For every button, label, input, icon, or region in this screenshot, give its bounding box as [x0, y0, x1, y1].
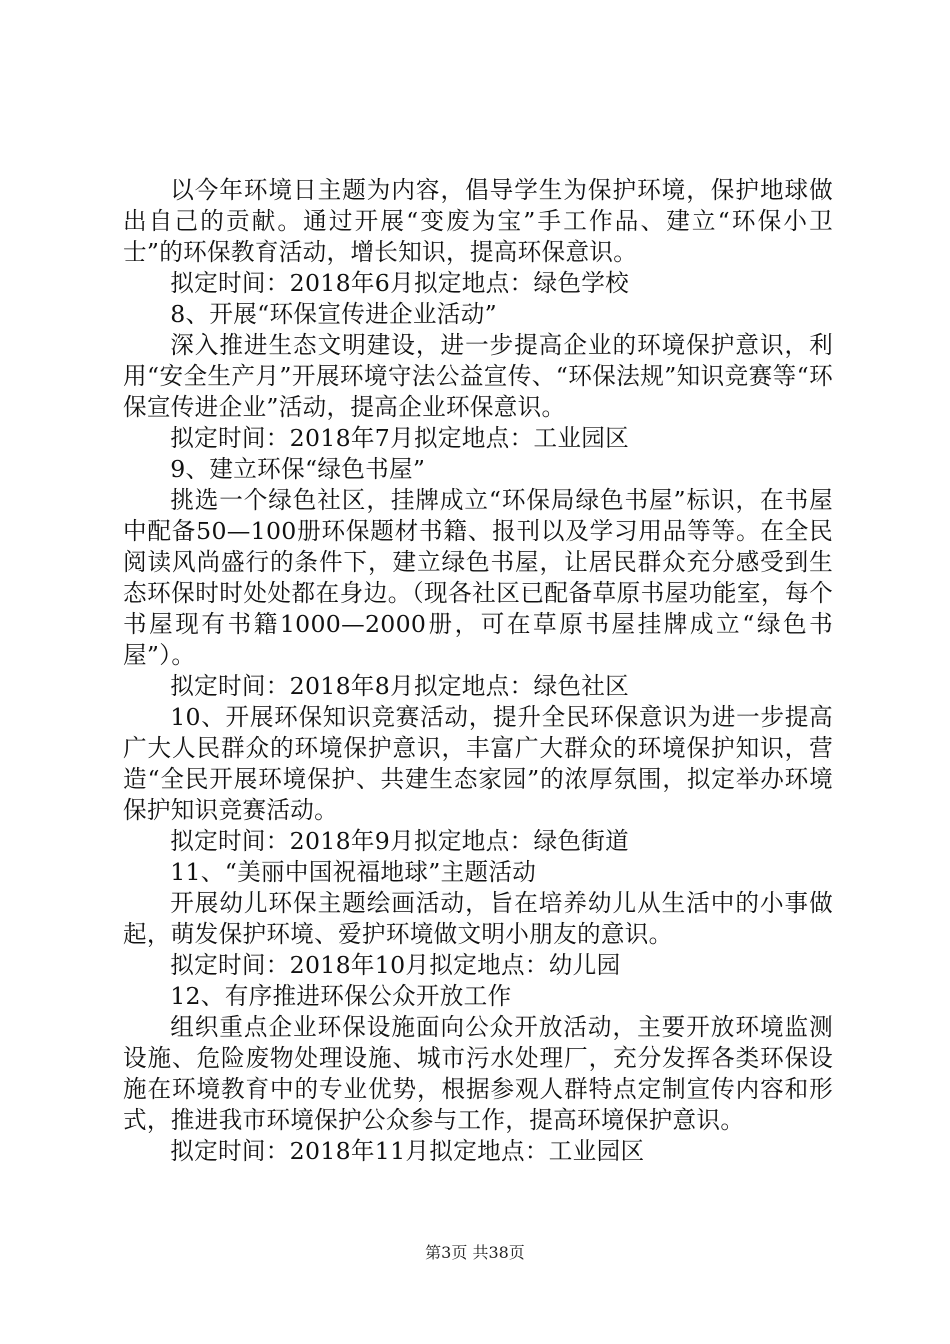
paragraph: 拟定时间：2018年7月拟定地点：工业园区 — [170, 424, 630, 452]
paragraph: 拟定时间：2018年11月拟定地点：工业园区 — [170, 1137, 645, 1165]
paragraph: 挑选一个绿色社区，挂牌成立“环保局绿色书屋”标识，在书屋中配备50—100册环保题材书籍、报刊以及学习用品等等。在全民阅读风尚盛行的条件下，建立绿色书屋，让居民群众充分感受到生态环保时时处处都在身边。（现各社区已配备草原书屋功能室，每个书屋现有书籍1000—2000册，可在草原书屋挂牌成立“绿色书屋”）。 — [123, 486, 833, 669]
paragraph: 10、开展环保知识竞赛活动，提升全民环保意识为进一步提高广大人民群众的环境保护意识，丰富广大群众的环境保护知识，营造“全民开展环境保护、共建生态家园”的浓厚氛围，拟定举办环境保护知识竞赛活动。 — [123, 703, 833, 824]
paragraph: 以今年环境日主题为内容，倡导学生为保护环境，保护地球做出自己的贡献。通过开展“变废为宝”手工作品、建立“环保小卫士”的环保教育活动，增长知识，提高环保意识。 — [123, 176, 833, 266]
section-heading: 9、建立环保“绿色书屋” — [170, 455, 426, 483]
document-body — [123, 175, 833, 1167]
paragraph: 组织重点企业环保设施面向公众开放活动，主要开放环境监测设施、危险废物处理设施、城市污水处理厂，充分发挥各类环保设施在环境教育中的专业优势，根据参观人群特点定制宣传内容和形式，推进我市环境保护公众参与工作，提高环境保护意识。 — [123, 1013, 833, 1134]
page-number: 第3页 共38页 — [425, 1243, 525, 1262]
section-heading: 12、有序推进环保公众开放工作 — [170, 982, 512, 1010]
paragraph: 拟定时间：2018年6月拟定地点：绿色学校 — [170, 269, 630, 297]
paragraph: 深入推进生态文明建设，进一步提高企业的环境保护意识，利用“安全生产月”开展环境守法公益宣传、“环保法规”知识竞赛等“环保宣传进企业”活动，提高企业环保意识。 — [123, 331, 833, 421]
paragraph: 拟定时间：2018年8月拟定地点：绿色社区 — [170, 672, 630, 700]
paragraph: 开展幼儿环保主题绘画活动，旨在培养幼儿从生活中的小事做起，萌发保护环境、爱护环境做文明小朋友的意识。 — [123, 889, 833, 948]
page-footer — [0, 1243, 950, 1263]
section-heading: 8、开展“环保宣传进企业活动” — [170, 300, 497, 328]
section-heading: 11、“美丽中国祝福地球”主题活动 — [170, 858, 537, 886]
paragraph: 拟定时间：2018年10月拟定地点：幼儿园 — [170, 951, 621, 979]
paragraph: 拟定时间：2018年9月拟定地点：绿色街道 — [170, 827, 630, 855]
